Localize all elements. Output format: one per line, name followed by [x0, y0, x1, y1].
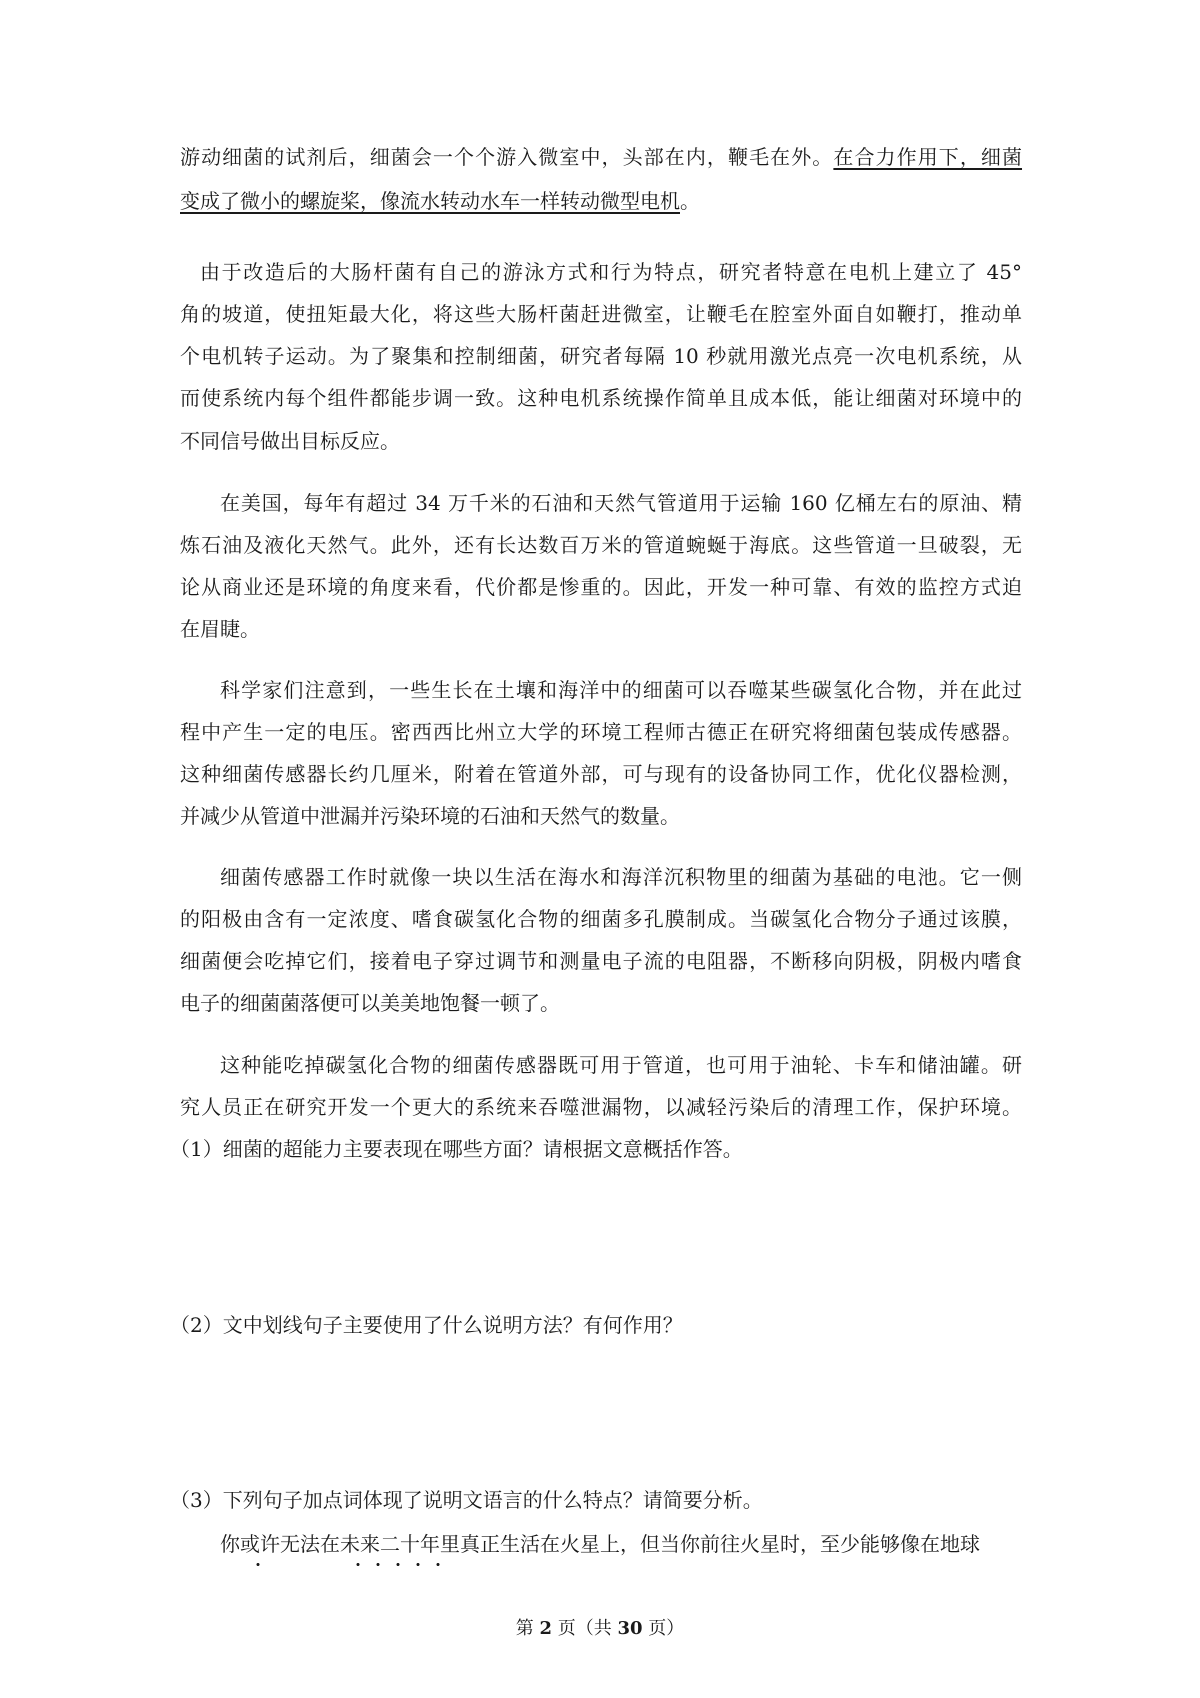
emphasized-word: 或许 — [240, 1532, 280, 1556]
total-pages: 30 — [617, 1618, 643, 1639]
passage-line: 这种细菌传感器长约几厘米，附着在管道外部，可与现有的设备协同工作，优化仪器检测， — [180, 762, 1022, 786]
passage-line: 在美国，每年有超过 34 万千米的石油和天然气管道用于运输 160 亿桶左右的原油、精 — [220, 491, 1022, 515]
passage-line: 细菌传感器工作时就像一块以生活在海水和海洋沉积物里的细菌为基础的电池。它一侧 — [220, 865, 1022, 889]
passage-text: 。 — [680, 189, 700, 213]
passage-line — [180, 143, 1022, 171]
question-3: （3）下列句子加点词体现了说明文语言的什么特点？请简要分析。 — [170, 1488, 763, 1512]
page-footer — [0, 1617, 1200, 1641]
passage-line: 由于改造后的大肠杆菌有自己的游泳方式和行为特点，研究者特意在电机上建立了 45° — [200, 260, 1022, 284]
footer-text: 页） — [642, 1618, 685, 1639]
page-number: 2 — [539, 1618, 552, 1639]
sentence-text: 你 — [220, 1532, 240, 1556]
passage-line: 细菌便会吃掉它们，接着电子穿过调节和测量电子流的电阻器，不断移向阴极，阴极内嗜食 — [180, 949, 1022, 973]
passage-line: 这种能吃掉碳氢化合物的细菌传感器既可用于管道，也可用于油轮、卡车和储油罐。研 — [220, 1053, 1022, 1077]
passage-line: 究人员正在研究开发一个更大的系统来吞噬泄漏物，以减轻污染后的清理工作，保护环境。 — [180, 1095, 1022, 1119]
passage-line: 电子的细菌菌落便可以美美地饱餐一顿了。 — [180, 991, 560, 1015]
question-1: （1）细菌的超能力主要表现在哪些方面？请根据文意概括作答。 — [170, 1137, 743, 1161]
passage-line: 在眉睫。 — [180, 617, 260, 641]
footer-text: 第 — [515, 1618, 540, 1639]
passage-line: 科学家们注意到，一些生长在土壤和海洋中的细菌可以吞噬某些碳氢化合物，并在此过 — [220, 678, 1022, 702]
passage-line: 并减少从管道中泄漏并污染环境的石油和天然气的数量。 — [180, 804, 680, 828]
passage-line: 的阳极由含有一定浓度、嗜食碳氢化合物的细菌多孔膜制成。当碳氢化合物分子通过该膜， — [180, 907, 1022, 931]
passage-text: 游动细菌的试剂后，细菌会一个个游入微室中，头部在内，鞭毛在外。 — [180, 145, 834, 169]
underlined-sentence: 变成了微小的螺旋桨，像流水转动水车一样转动微型电机 — [180, 189, 680, 213]
passage-line: 不同信号做出目标反应。 — [180, 429, 400, 453]
passage-line — [180, 187, 1022, 215]
sentence-text: 真正生活在火星上，但当你前往火星时，至少能够像在地球 — [460, 1532, 980, 1556]
passage-line: 炼石油及液化天然气。此外，还有长达数百万米的管道蜿蜒于海底。这些管道一旦破裂，无 — [180, 533, 1022, 557]
passage-line: 角的坡道，使扭矩最大化，将这些大肠杆菌赶进微室，让鞭毛在腔室外面自如鞭打，推动单 — [180, 302, 1022, 326]
passage-line: 程中产生一定的电压。密西西比州立大学的环境工程师古德正在研究将细菌包装成传感器。 — [180, 720, 1022, 744]
passage-line: 论从商业还是环境的角度来看，代价都是惨重的。因此，开发一种可靠、有效的监控方式迫 — [180, 575, 1022, 599]
question-3-sentence — [220, 1530, 1022, 1558]
footer-text: 页（共 — [552, 1618, 618, 1639]
question-2: （2）文中划线句子主要使用了什么说明方法？有何作用？ — [170, 1313, 683, 1337]
passage-line: 而使系统内每个组件都能步调一致。这种电机系统操作简单且成本低，能让细菌对环境中的 — [180, 386, 1022, 410]
sentence-text: 无法在 — [280, 1532, 340, 1556]
passage-line: 个电机转子运动。为了聚集和控制细菌，研究者每隔 10 秒就用激光点亮一次电机系统，从 — [180, 344, 1022, 368]
underlined-sentence: 在合力作用下，细菌 — [833, 145, 1023, 169]
emphasized-word: 未来二十年里 — [340, 1532, 460, 1556]
